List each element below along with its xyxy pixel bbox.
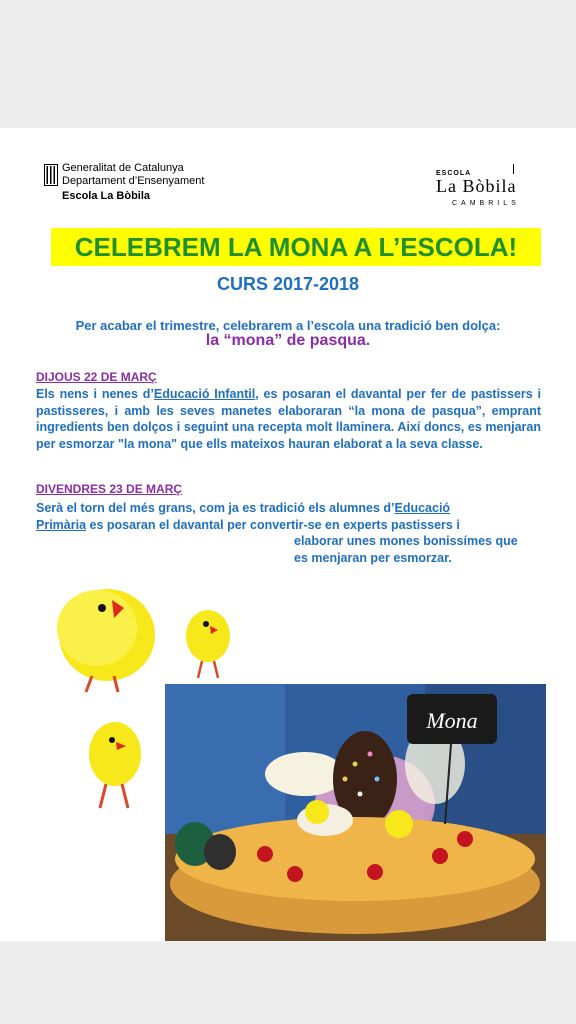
- generalitat-name: Generalitat de Catalunya: [62, 162, 184, 174]
- section1-text: [36, 386, 541, 452]
- section2-line2: [36, 517, 541, 534]
- logo-name: La Bòbila: [436, 176, 517, 196]
- chimney-icon: [513, 164, 517, 174]
- section1-text-end: , es posaran el davantal per fer de pastissers i pastisseres, i amb les seves manetes elaboraran “la mona de pasqua”, emprant ingredients ben dolços i seguint una recepta molt llaminera. Així doncs, es menjaran per esmorzar "la mona" que ells mateixos hauran elaborat a la seva classe.: [36, 387, 542, 451]
- flyer-page: [0, 128, 576, 941]
- section2-line1: [36, 500, 541, 517]
- educacio-infantil-link[interactable]: Educació Infantil: [153, 387, 256, 401]
- mona-subtitle: la “mona” de pasqua.: [205, 332, 371, 349]
- school-name: Escola La Bòbila: [62, 190, 151, 202]
- intro-text: Per acabar el trimestre, celebrarem a l’escola una tradició ben dolça:: [75, 318, 501, 333]
- educacio-primaria-link-part2[interactable]: Primària: [36, 517, 87, 532]
- section2-line4: es menjaran per esmorzar.: [294, 550, 452, 565]
- section2-line3: elaborar unes mones bonissímes que: [294, 534, 518, 548]
- standing-chick-icon: [84, 718, 146, 812]
- page-title: CELEBREM LA MONA A L’ESCOLA!: [51, 228, 541, 266]
- department-name: Departament d’Ensenyament: [62, 175, 205, 187]
- chick-icon: [52, 580, 162, 695]
- school-year: CURS 2017-2018: [216, 274, 360, 294]
- section1-heading: DIJOUS 22 DE MARÇ: [36, 370, 157, 384]
- section1-text-start: Els nens i nenes d’: [36, 387, 154, 401]
- section2-heading: DIVENDRES 23 DE MARÇ: [36, 482, 183, 496]
- mona-cake-illustration: [165, 684, 546, 941]
- logo-town: CAMBRILS: [452, 200, 520, 207]
- small-chick-icon: [182, 606, 234, 682]
- school-logo: [436, 160, 546, 210]
- logo-escola: ESCOLA: [436, 170, 472, 177]
- section2-text: [36, 500, 541, 566]
- section2-line2-text: es posaran el davantal per convertir-se en experts pastissers i: [86, 517, 460, 532]
- section2-text-start: Serà el torn del més grans, com ja es tradició els alumnes d’: [36, 501, 395, 515]
- mona-cake-photo: [165, 684, 546, 941]
- generalitat-crest-icon: [44, 164, 58, 186]
- educacio-primaria-link-part1[interactable]: Educació: [394, 501, 451, 515]
- mona-sign-text: Mona: [426, 708, 478, 733]
